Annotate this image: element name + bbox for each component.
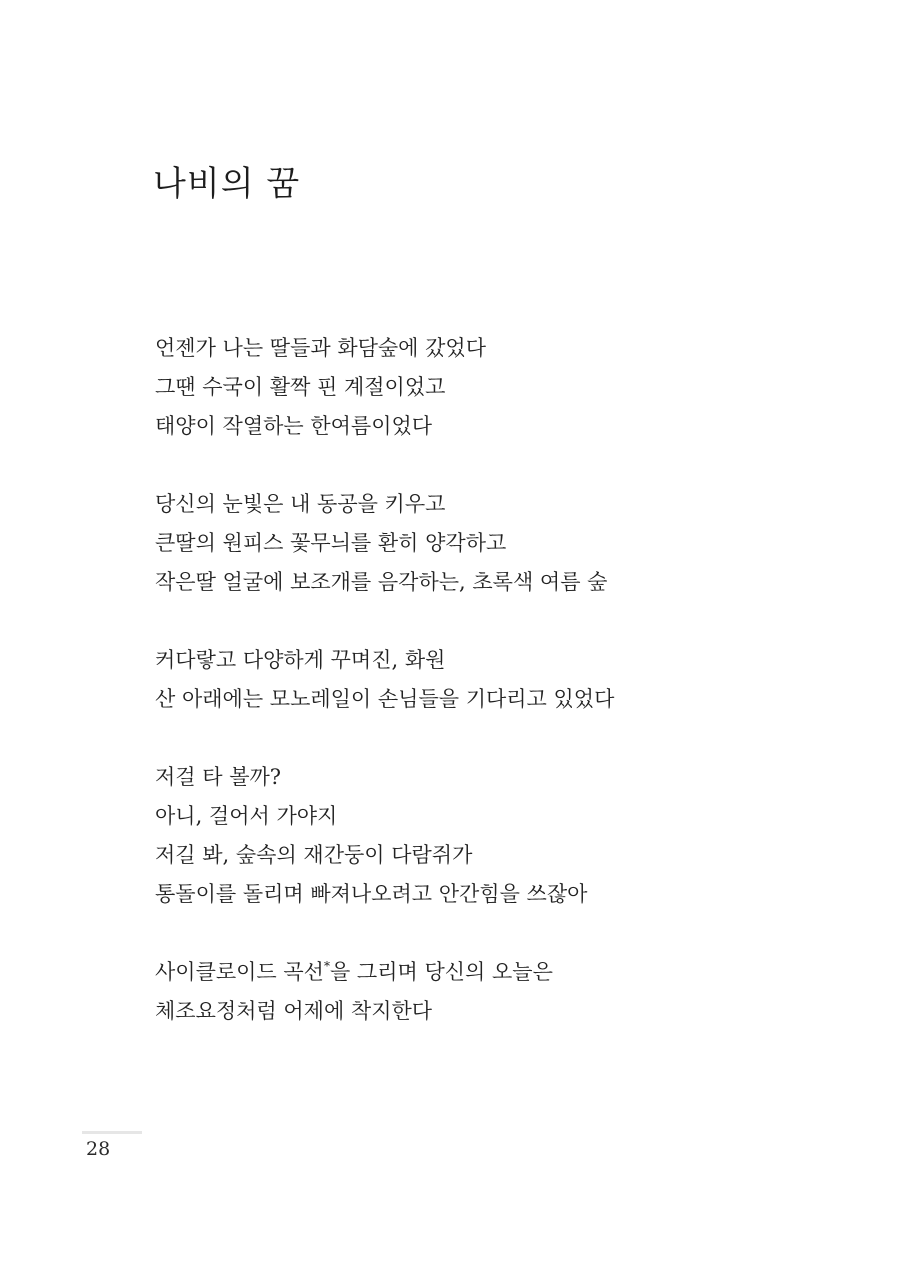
- poem-title: 나비의 꿈: [153, 164, 301, 204]
- stanza-5: [155, 953, 795, 1031]
- poem-line: 저걸 타 볼까?: [155, 765, 282, 789]
- stanza-2: [155, 485, 795, 602]
- poem-line-with-footnote: [155, 953, 795, 992]
- poem-line: 산 아래에는 모노레일이 손님들을 기다리고 있었다: [155, 687, 615, 711]
- poem-line: 언젠가 나는 딸들과 화담숲에 갔었다: [155, 336, 486, 360]
- poem-line: 태양이 작열하는 한여름이었다: [155, 414, 433, 438]
- stanza-1: [155, 329, 795, 446]
- poem-line: 작은딸 얼굴에 보조개를 음각하는, 초록색 여름 숲: [155, 570, 608, 594]
- poem-line: 그땐 수국이 활짝 핀 계절이었고: [155, 375, 446, 399]
- line-text-before: 사이클로이드 곡선: [155, 960, 324, 984]
- stanza-3: [155, 641, 795, 719]
- footnote-marker: *: [323, 959, 330, 973]
- poem-body: [155, 329, 795, 1070]
- poem-line: 통돌이를 돌리며 빠져나오려고 안간힘을 쓰잖아: [155, 882, 588, 906]
- poem-line: 커다랗고 다양하게 꾸며진, 화원: [155, 648, 446, 672]
- footer-divider: [82, 1131, 142, 1134]
- page-number: 28: [86, 1138, 111, 1160]
- poem-line: 체조요정처럼 어제에 착지한다: [155, 999, 433, 1023]
- stanza-4: [155, 758, 795, 914]
- poem-line: 저길 봐, 숲속의 재간둥이 다람쥐가: [155, 843, 473, 867]
- line-text-after: 을 그리며 당신의 오늘은: [329, 960, 553, 984]
- poem-line: 아니, 걸어서 가야지: [155, 804, 338, 828]
- poem-line: 당신의 눈빛은 내 동공을 키우고: [155, 492, 446, 516]
- poem-line: 큰딸의 원피스 꽃무늬를 환히 양각하고: [155, 531, 507, 555]
